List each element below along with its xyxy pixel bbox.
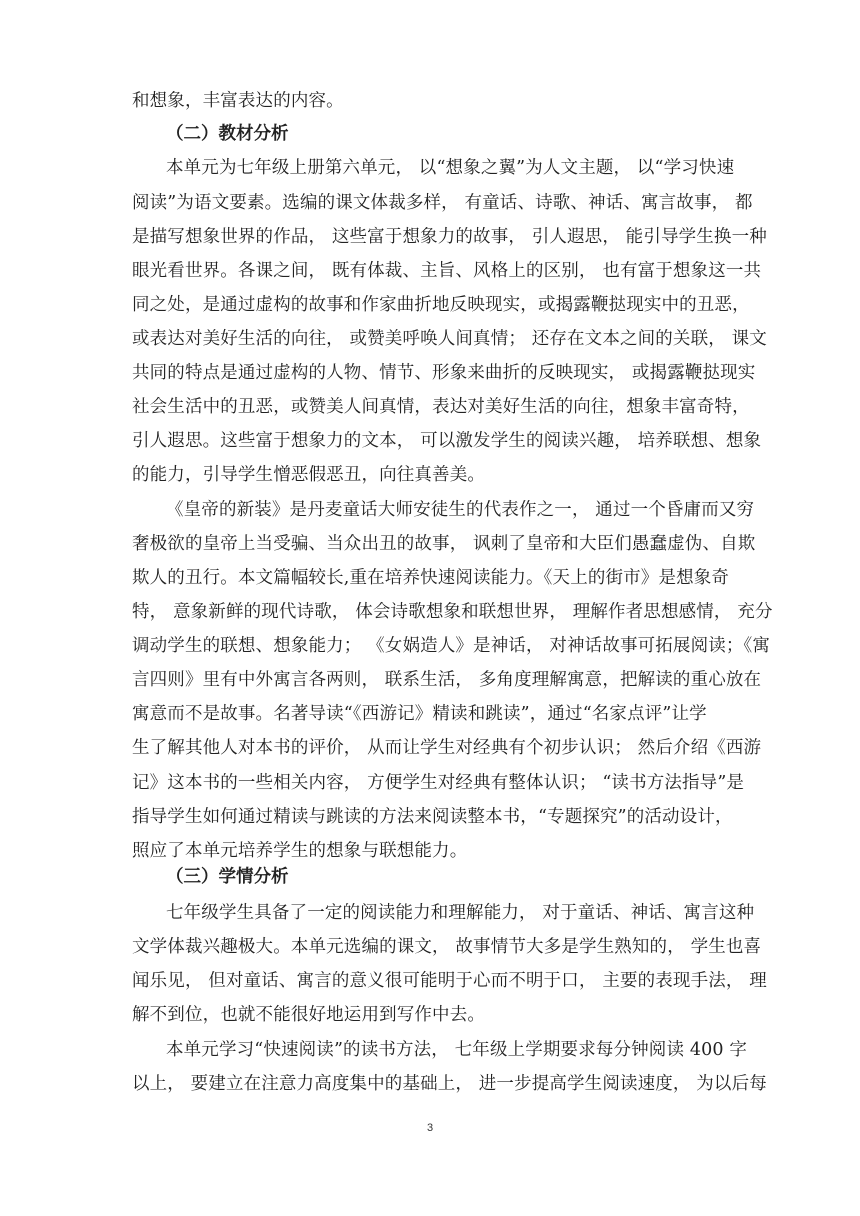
paragraph-line: 引人遐思。这些富于想象力的文本， 可以激发学生的阅读兴趣， 培养联想、想象: [132, 431, 762, 451]
paragraph-line: 是描写想象世界的作品， 这些富于想象力的故事， 引人遐思， 能引导学生换一种: [132, 227, 767, 247]
paragraph-line: 同之处，是通过虚构的故事和作家曲折地反映现实，或揭露鞭挞现实中的丑恶，: [132, 295, 750, 315]
paragraph-line: 指导学生如何通过精读与跳读的方法来阅读整本书，“专题探究”的活动设计，: [132, 807, 733, 827]
paragraph-line: 生了解其他人对本书的评价， 从而让学生对经典有个初步认识； 然后介绍《西游: [132, 738, 762, 758]
paragraph-line: 闻乐见， 但对童话、寓言的意义很可能明于心而不明于口， 主要的表现手法， 理: [132, 971, 767, 991]
paragraph-line: 特， 意象新鲜的现代诗歌， 体会诗歌想象和联想世界， 理解作者思想感情， 充分: [132, 602, 773, 622]
paragraph-line: 阅读”为语文要素。选编的课文体裁多样， 有童话、诗歌、神话、寓言故事， 都: [132, 193, 753, 213]
paragraph-line: 照应了本单元培养学生的想象与联想能力。: [132, 841, 468, 861]
paragraph-line: 解不到位，也就不能很好地运用到写作中去。: [132, 1005, 485, 1025]
paragraph-line: 本单元学习“快速阅读”的读书方法， 七年级上学期要求每分钟阅读 400 字: [166, 1040, 748, 1060]
paragraph-line: 以上， 要建立在注意力高度集中的基础上， 进一步提高学生阅读速度， 为以后每: [132, 1074, 767, 1094]
paragraph-line: 的能力，引导学生憎恶假恶丑，向往真善美。: [132, 465, 485, 485]
paragraph-line: 社会生活中的丑恶，或赞美人间真情，表达对美好生活的向往，想象丰富奇特，: [132, 397, 750, 417]
paragraph-line: 寓意而不是故事。名著导读“《西游记》精读和跳读”，通过“名家点评”让学: [132, 704, 707, 724]
section-heading-learner-analysis: （三）学情分析: [166, 867, 289, 887]
paragraph-line: 奢极欲的皇帝上当受骗、当众出丑的故事， 讽刺了皇帝和大臣们愚蠢虚伪、自欺: [132, 534, 756, 554]
paragraph-line: 记》这本书的一些相关内容， 方便学生对经典有整体认识； “读书方法指导”是: [132, 773, 745, 793]
intro-tail-line: 和想象，丰富表达的内容。: [132, 91, 344, 111]
section-heading-textbook-analysis: （二）教材分析: [166, 124, 289, 144]
paragraph-line: 欺人的丑行。本文篇幅较长,重在培养快速阅读能力。《天上的街市》是想象奇: [132, 568, 730, 588]
paragraph-line: 七年级学生具备了一定的阅读能力和理解能力， 对于童话、神话、寓言这种: [166, 903, 755, 923]
paragraph-line: 文学体裁兴趣极大。本单元选编的课文， 故事情节大多是学生熟知的， 学生也喜: [132, 937, 762, 957]
paragraph-line: 言四则》里有中外寓言各两则， 联系生活， 多角度理解寓意，把解读的重心放在: [132, 670, 762, 690]
paragraph-line: 眼光看世界。各课之间， 既有体裁、主旨、风格上的区别， 也有富于想象这一共: [132, 261, 762, 281]
paragraph-line: 或表达对美好生活的向往， 或赞美呼唤人间真情； 还存在文本之间的关联， 课文: [132, 329, 767, 349]
paragraph-line: 本单元为七年级上册第六单元， 以“想象之翼”为人文主题， 以“学习快速: [166, 158, 735, 178]
paragraph-line: 《皇帝的新装》是丹麦童话大师安徒生的代表作之一， 通过一个昏庸而又穷: [166, 500, 755, 520]
paragraph-line: 共同的特点是通过虚构的人物、情节、形象来曲折的反映现实， 或揭露鞭挞现实: [132, 363, 756, 383]
paragraph-line: 调动学生的联想、想象能力； 《女娲造人》是神话， 对神话故事可拓展阅读；《寓: [132, 636, 771, 656]
page-number: 3: [426, 1122, 434, 1134]
